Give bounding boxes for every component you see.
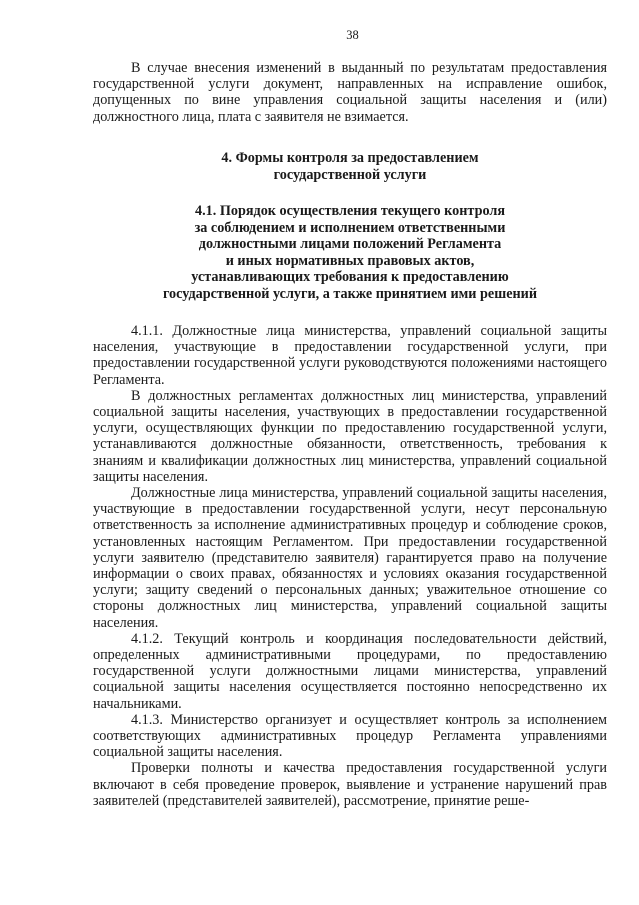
section-heading-line: государственной услуги	[273, 166, 427, 183]
paragraph-4-1-3: 4.1.3. Министерство организует и осуществляет контроль за исполнением соответствующих административных процедур Регламента управлениями социальной защиты населения.	[93, 711, 607, 761]
section-heading-line: 4. Формы контроля за предоставлением	[221, 150, 479, 166]
page-number: 38	[346, 28, 359, 42]
subsection-heading-line: и иных нормативных правовых актов,	[225, 252, 475, 269]
subsection-heading	[93, 203, 607, 303]
intro-paragraph: В случае внесения изменений в выданный по результатам предоставления государственной услуги документ, направленных на исправление ошибок, допущенных по вине управления социальной защиты населения и (или) должностного лица, плата с заявителя не взимается.	[93, 60, 607, 125]
subsection-heading-line: государственной услуги, а также принятием ими решений	[162, 285, 538, 302]
main-text-block	[93, 323, 607, 809]
intro-text-block	[93, 60, 607, 125]
subsection-heading-line: за соблюдением и исполнением ответственными	[194, 219, 506, 236]
paragraph-personal-responsibility: Должностные лица министерства, управлений социальной защиты населения, участвующие в предоставлении государственной услуги, несут персональную ответственность за исполнение административных процедур и соблюдение сроков, установленных настоящим Регламентом. При предоставлении государственной услуги заявителю (представителю заявителя) гарантируется право на получение информации о своих правах, обязанностях и условиях оказания государственной услуги; защиту сведений о персональных данных; уважительное отношение со стороны должностных лиц министерства, управлений социальной защиты населения.	[93, 485, 607, 631]
section-heading	[93, 150, 607, 183]
subsection-heading-line: должностными лицами положений Регламента	[198, 236, 502, 253]
subsection-heading-line: 4.1. Порядок осуществления текущего контроля	[195, 203, 505, 219]
subsection-heading-line: устанавливающих требования к предоставлению	[191, 269, 509, 286]
paragraph-inspections: Проверки полноты и качества предоставления государственной услуги включают в себя проведение проверок, выявление и устранение нарушений прав заявителей (представителей заявителей), рассмотрение, принятие реше-	[93, 760, 607, 809]
paragraph-job-regulations: В должностных регламентах должностных лиц министерства, управлений социальной защиты населения, участвующих в предоставлении государственной услуги, осуществляющих функции по предоставлению государственной услуги, устанавливаются должностные обязанности, ответственность, требования к знаниям и квалификации должностных лиц министерства, управлений социальной защиты населения.	[93, 387, 607, 485]
paragraph-4-1-2: 4.1.2. Текущий контроль и координация последовательности действий, определенных административными процедурами, по предоставлению государственной услуги должностными лицами министерства, управлений социальной защиты населения осуществляется постоянно непосредственно их начальниками.	[93, 630, 607, 712]
paragraph-4-1-1: 4.1.1. Должностные лица министерства, управлений социальной защиты населения, участвующие в предоставлении государственной услуги, при предоставлении государственной услуги руководствуются положениями настоящего Регламента.	[93, 323, 607, 388]
